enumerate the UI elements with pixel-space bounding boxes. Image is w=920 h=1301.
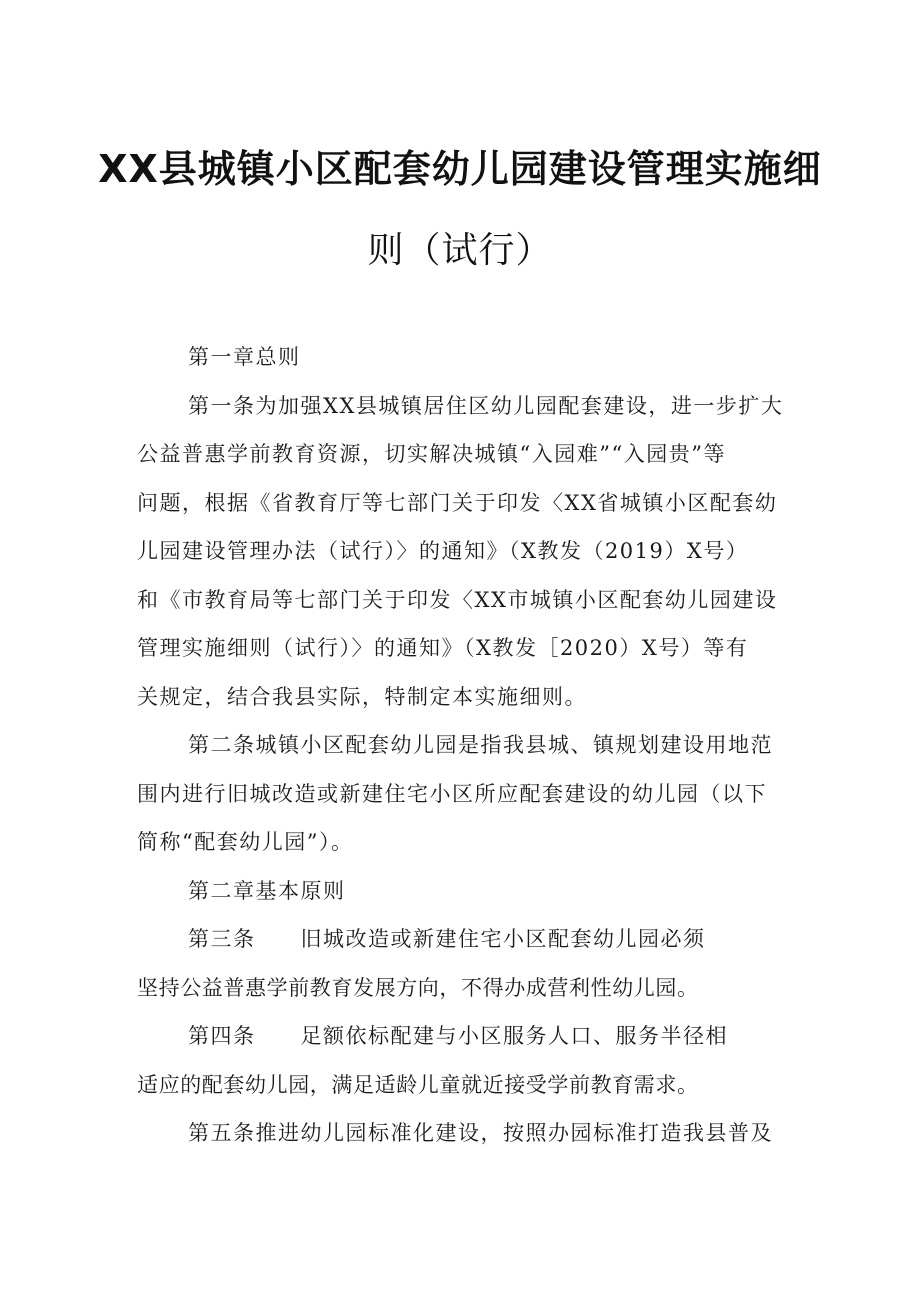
paragraph-line: 第一条为加强XX县城镇居住区幼儿园配套建设，进一步扩大 [188, 393, 784, 418]
paragraph-line: 第四条 足额依标配建与小区服务人口、服务半径相 [188, 1024, 728, 1048]
paragraph-line: 和《市教育局等七部门关于印发〈XX市城镇小区配套幼儿园建设 [137, 587, 778, 612]
paragraph-line: 第五条推进幼儿园标准化建设，按照办园标准打造我县普及 [188, 1121, 773, 1145]
paragraph-line: 关规定，结合我县实际，特制定本实施细则。 [137, 684, 587, 709]
paragraph-line: 公益普惠学前教育资源，切实解决城镇“入园难”“入园贵”等 [137, 442, 726, 466]
paragraph-line: 适应的配套幼儿园，满足适龄儿童就近接受学前教育需求。 [137, 1072, 699, 1097]
chapter-heading: 第二章基本原则 [188, 878, 346, 903]
paragraph-line: 第三条 旧城改造或新建住宅小区配套幼儿园必须 [188, 927, 706, 951]
paragraph-line: 围内进行旧城改造或新建住宅小区所应配套建设的幼儿园（以下 [137, 781, 767, 806]
document-body [137, 333, 797, 1158]
paragraph-line: 儿园建设管理办法（试行）〉的通知》（X教发（2019）X号） [137, 539, 749, 563]
paragraph-line: 第二条城镇小区配套幼儿园是指我县城、镇规划建设用地范 [188, 733, 773, 757]
paragraph-line: 管理实施细则（试行）〉的通知》（X教发［2020）X号）等有 [137, 636, 749, 660]
paragraph-line: 坚持公益普惠学前教育发展方向，不得办成营利性幼儿园。 [137, 975, 699, 1000]
paragraph-line: 简称“配套幼儿园”）。 [137, 830, 354, 854]
document-title-line-2: 则（试行） [367, 230, 553, 271]
chapter-heading: 第一章总则 [188, 345, 301, 369]
paragraph-line: 问题，根据《省教育厅等七部门关于印发〈XX省城镇小区配套幼 [137, 490, 778, 515]
document-title-line-1: XX县城镇小区配套幼儿园建设管理实施细 [98, 147, 822, 191]
